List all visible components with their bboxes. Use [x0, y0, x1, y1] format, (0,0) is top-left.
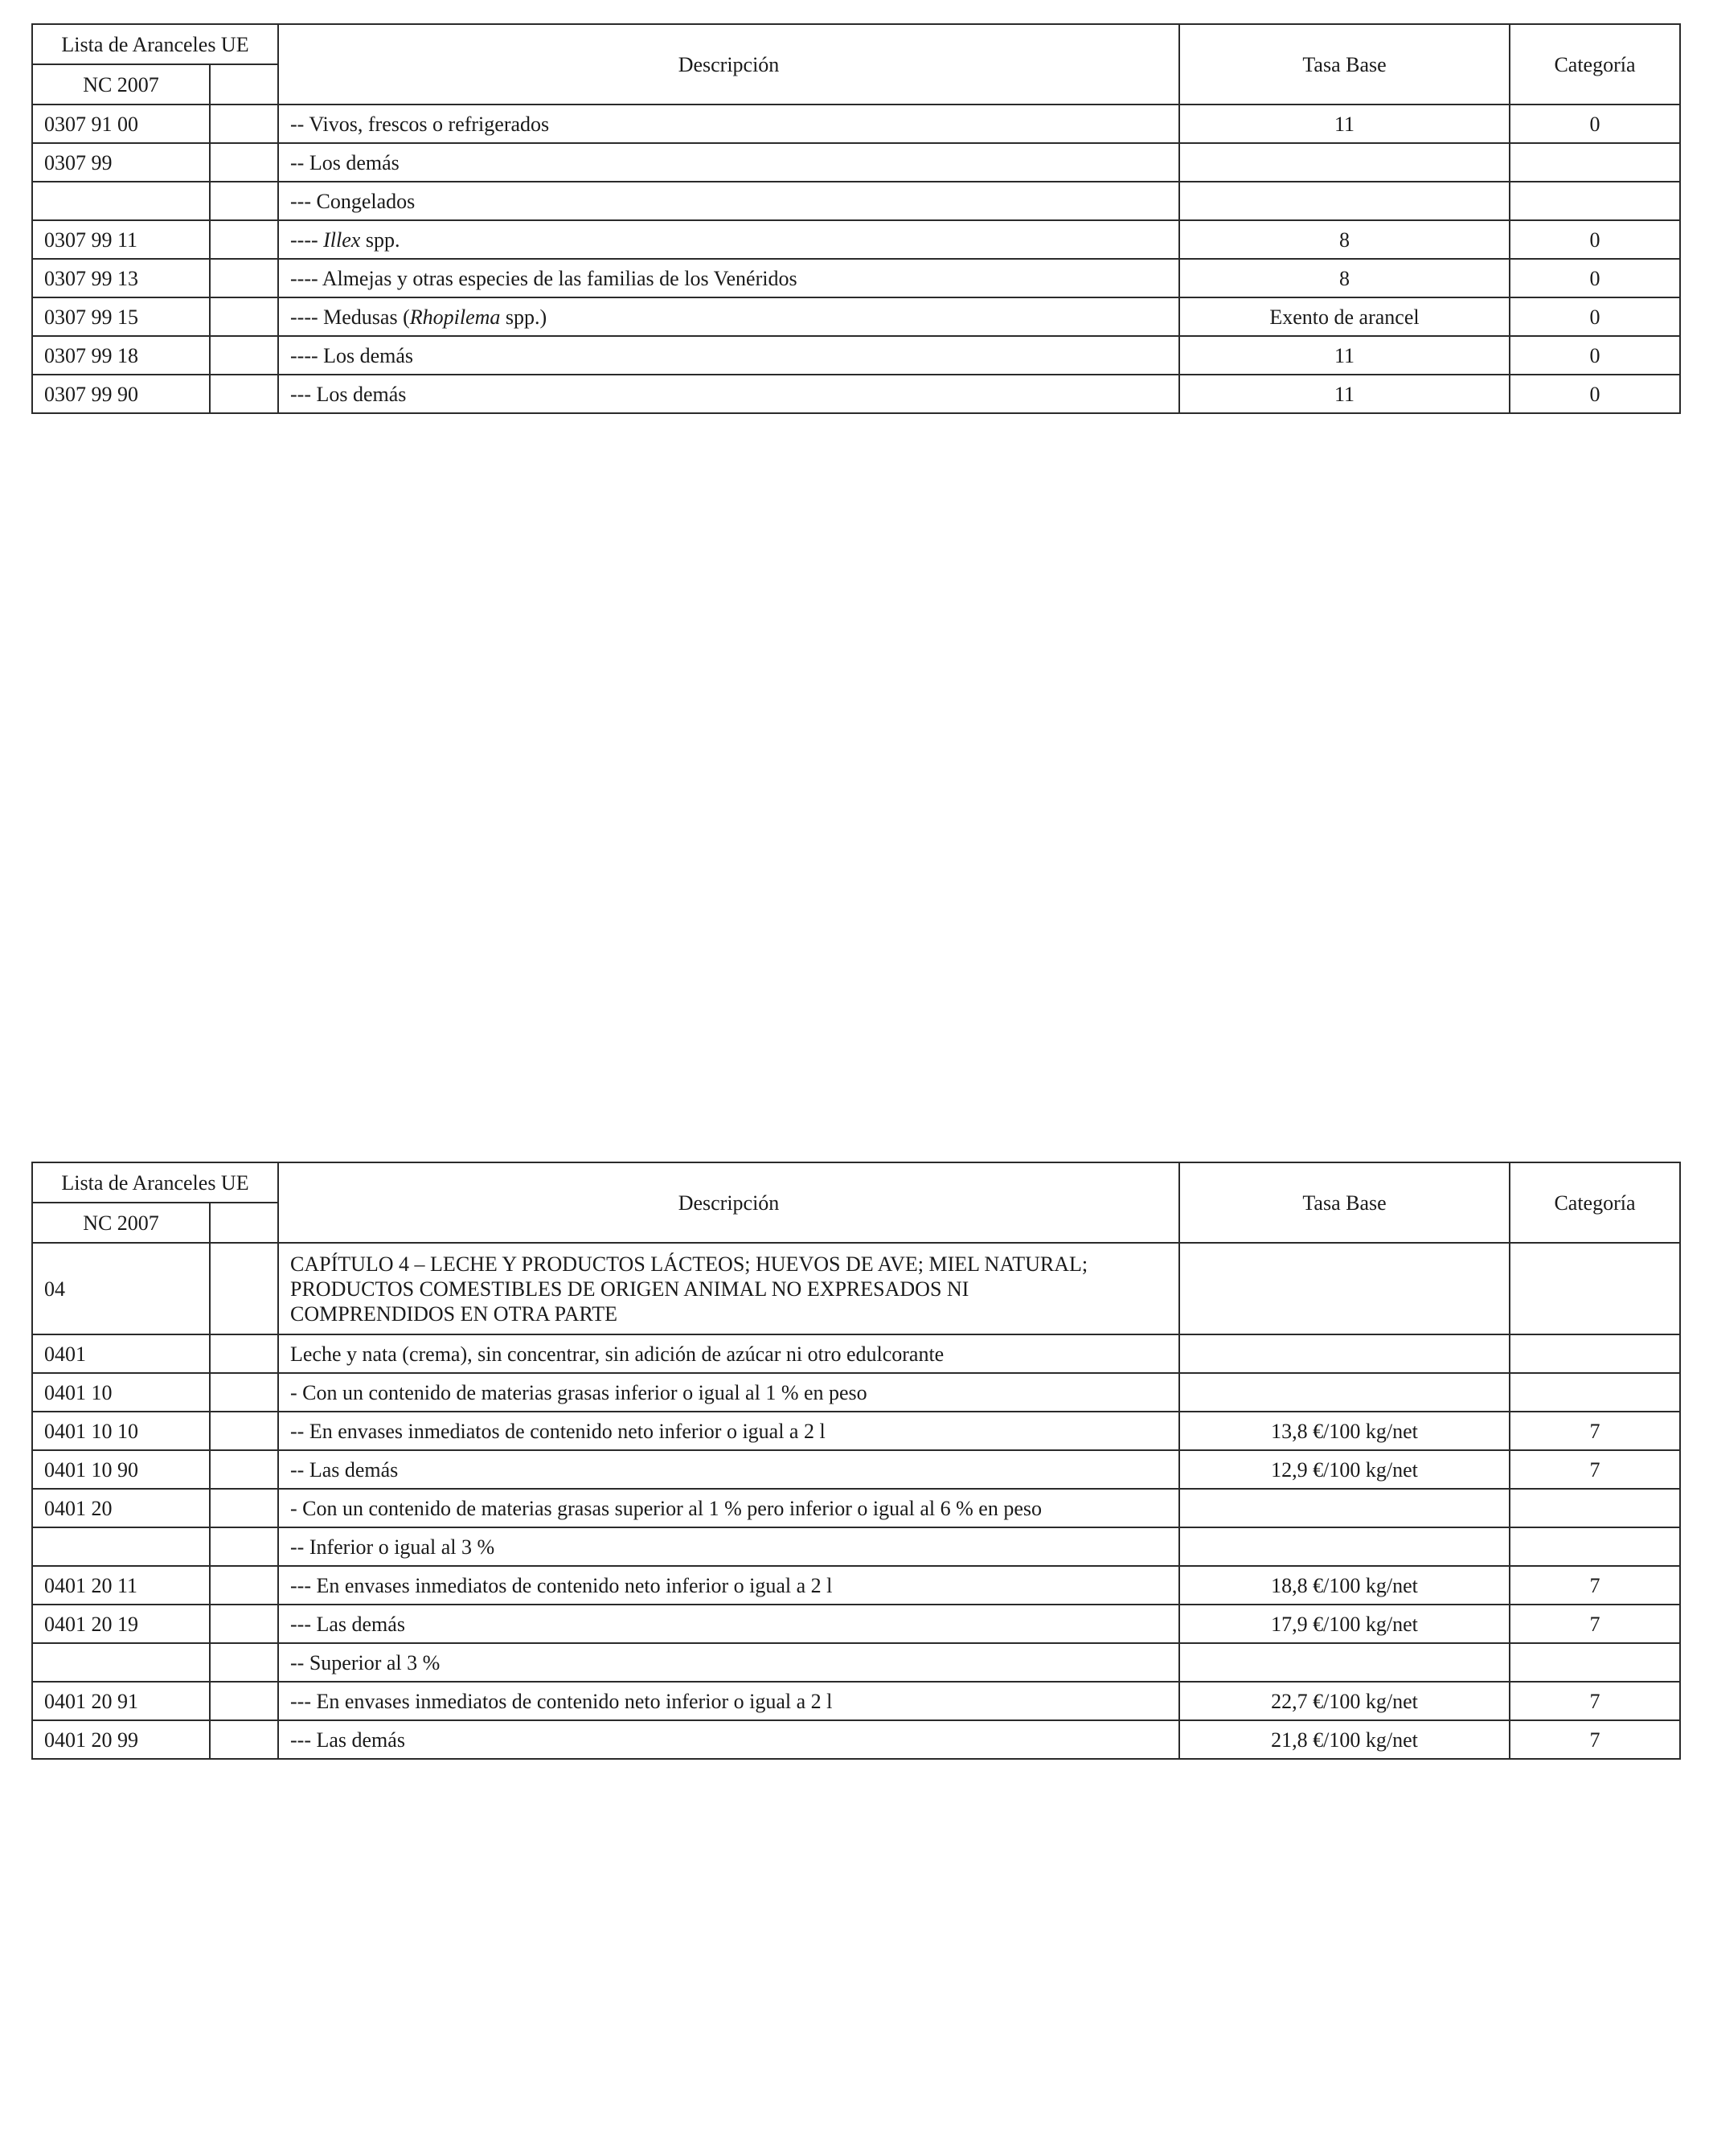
- header-row: [32, 1162, 1680, 1203]
- table-row: [32, 1450, 1680, 1489]
- category: 0: [1510, 297, 1680, 336]
- table-row: [32, 259, 1680, 297]
- description: -- Los demás: [278, 143, 1179, 182]
- blank-cell: [210, 182, 278, 220]
- category: [1510, 1334, 1680, 1373]
- nc-code: [32, 182, 210, 220]
- blank-cell: [210, 143, 278, 182]
- base-rate: 18,8 €/100 kg/net: [1179, 1566, 1510, 1605]
- base-rate: [1179, 1373, 1510, 1412]
- chapter-line: PRODUCTOS COMESTIBLES DE ORIGEN ANIMAL NO EXPRESADOS NI: [290, 1277, 969, 1301]
- category: 0: [1510, 259, 1680, 297]
- blank-header-cell: [210, 1203, 278, 1243]
- category: [1510, 1489, 1680, 1527]
- description: -- Las demás: [278, 1450, 1179, 1489]
- table-row: [32, 1412, 1680, 1450]
- list-header: Lista de Aranceles UE: [32, 1162, 278, 1203]
- category-header: Categoría: [1510, 1162, 1680, 1243]
- blank-cell: [210, 297, 278, 336]
- description: --- Las demás: [278, 1720, 1179, 1759]
- rate-header: Tasa Base: [1179, 1162, 1510, 1243]
- table-row: [32, 1682, 1680, 1720]
- category: 7: [1510, 1450, 1680, 1489]
- table-row: [32, 375, 1680, 413]
- nc-code: 0401 20 91: [32, 1682, 210, 1720]
- blank-cell: [210, 1720, 278, 1759]
- nc-code: [32, 1527, 210, 1566]
- table-row: [32, 1527, 1680, 1566]
- table-row: [32, 336, 1680, 375]
- blank-cell: [210, 1605, 278, 1643]
- base-rate: 13,8 €/100 kg/net: [1179, 1412, 1510, 1450]
- description: -- Vivos, frescos o refrigerados: [278, 105, 1179, 143]
- table-row: [32, 1720, 1680, 1759]
- nc-code: 0401 20 11: [32, 1566, 210, 1605]
- description: ---- Los demás: [278, 336, 1179, 375]
- category: [1510, 1373, 1680, 1412]
- blank-header-cell: [210, 64, 278, 105]
- header-row: [32, 24, 1680, 64]
- description-prefix: ----: [290, 227, 324, 252]
- base-rate: [1179, 1643, 1510, 1682]
- description: Leche y nata (crema), sin concentrar, sin adición de azúcar ni otro edulcorante: [278, 1334, 1179, 1373]
- nc-code: 0401 10: [32, 1373, 210, 1412]
- list-header: Lista de Aranceles UE: [32, 24, 278, 64]
- category: 7: [1510, 1605, 1680, 1643]
- base-rate: Exento de arancel: [1179, 297, 1510, 336]
- table-row: [32, 1643, 1680, 1682]
- table-row: [32, 1489, 1680, 1527]
- category: [1510, 1243, 1680, 1334]
- blank-cell: [210, 375, 278, 413]
- description: -- Inferior o igual al 3 %: [278, 1527, 1179, 1566]
- category: [1510, 1527, 1680, 1566]
- nc-code: 0307 99 13: [32, 259, 210, 297]
- table-row: [32, 182, 1680, 220]
- nc-code: [32, 1643, 210, 1682]
- chapter-description: [278, 1243, 1179, 1334]
- description: - Con un contenido de materias grasas inferior o igual al 1 % en peso: [278, 1373, 1179, 1412]
- nc-code: 0401 20: [32, 1489, 210, 1527]
- table-row: [32, 297, 1680, 336]
- description-suffix: spp.): [500, 305, 547, 329]
- blank-cell: [210, 1682, 278, 1720]
- description: --- En envases inmediatos de contenido neto inferior o igual a 2 l: [278, 1682, 1179, 1720]
- nc-code: 0307 91 00: [32, 105, 210, 143]
- table-row: [32, 1334, 1680, 1373]
- base-rate: [1179, 1334, 1510, 1373]
- nc-code: 0401 20 99: [32, 1720, 210, 1759]
- blank-cell: [210, 1566, 278, 1605]
- base-rate: 8: [1179, 220, 1510, 259]
- table-row: [32, 220, 1680, 259]
- chapter-line: COMPRENDIDOS EN OTRA PARTE: [290, 1301, 618, 1326]
- table-row: [32, 1566, 1680, 1605]
- description: --- Las demás: [278, 1605, 1179, 1643]
- blank-cell: [210, 1489, 278, 1527]
- rate-header: Tasa Base: [1179, 24, 1510, 105]
- base-rate: 12,9 €/100 kg/net: [1179, 1450, 1510, 1489]
- blank-cell: [210, 259, 278, 297]
- nc-code: 0307 99 90: [32, 375, 210, 413]
- base-rate: [1179, 182, 1510, 220]
- description: -- Superior al 3 %: [278, 1643, 1179, 1682]
- base-rate: [1179, 1243, 1510, 1334]
- description: --- Los demás: [278, 375, 1179, 413]
- description-suffix: spp.: [360, 227, 400, 252]
- description: - Con un contenido de materias grasas superior al 1 % pero inferior o igual al 6 % en peso: [278, 1489, 1179, 1527]
- base-rate: 11: [1179, 336, 1510, 375]
- category: 0: [1510, 105, 1680, 143]
- chapter-line: CAPÍTULO 4 – LECHE Y PRODUCTOS LÁCTEOS; HUEVOS DE AVE; MIEL NATURAL;: [290, 1252, 1088, 1276]
- category: 7: [1510, 1682, 1680, 1720]
- nc-code: 0307 99 15: [32, 297, 210, 336]
- description: -- En envases inmediatos de contenido neto inferior o igual a 2 l: [278, 1412, 1179, 1450]
- chapter-code: 04: [32, 1243, 210, 1334]
- table-row: [32, 1373, 1680, 1412]
- base-rate: 8: [1179, 259, 1510, 297]
- table-row: [32, 105, 1680, 143]
- blank-cell: [210, 1334, 278, 1373]
- category: 0: [1510, 220, 1680, 259]
- table-row: [32, 143, 1680, 182]
- description: --- En envases inmediatos de contenido neto inferior o igual a 2 l: [278, 1566, 1179, 1605]
- base-rate: [1179, 143, 1510, 182]
- description: --- Congelados: [278, 182, 1179, 220]
- blank-cell: [210, 105, 278, 143]
- tariff-table-1: [31, 23, 1681, 414]
- nc-code: 0307 99 18: [32, 336, 210, 375]
- nc-code: 0401 10 10: [32, 1412, 210, 1450]
- blank-cell: [210, 1527, 278, 1566]
- nc-code: 0401 20 19: [32, 1605, 210, 1643]
- description: ---- Almejas y otras especies de las familias de los Venéridos: [278, 259, 1179, 297]
- blank-cell: [210, 220, 278, 259]
- chapter-row: [32, 1243, 1680, 1334]
- blank-cell: [210, 1643, 278, 1682]
- blank-cell: [210, 1412, 278, 1450]
- description-prefix: ---- Medusas (: [290, 305, 410, 329]
- base-rate: 21,8 €/100 kg/net: [1179, 1720, 1510, 1759]
- base-rate: 22,7 €/100 kg/net: [1179, 1682, 1510, 1720]
- nc-code: 0307 99 11: [32, 220, 210, 259]
- description: [278, 220, 1179, 259]
- category: 7: [1510, 1720, 1680, 1759]
- blank-cell: [210, 1373, 278, 1412]
- category: 7: [1510, 1566, 1680, 1605]
- nc-code: 0307 99: [32, 143, 210, 182]
- description-header: Descripción: [278, 24, 1179, 105]
- category-header: Categoría: [1510, 24, 1680, 105]
- description: [278, 297, 1179, 336]
- description-header: Descripción: [278, 1162, 1179, 1243]
- blank-cell: [210, 1450, 278, 1489]
- category: [1510, 1643, 1680, 1682]
- base-rate: 11: [1179, 105, 1510, 143]
- category: [1510, 182, 1680, 220]
- category: 0: [1510, 336, 1680, 375]
- nc-code: 0401: [32, 1334, 210, 1373]
- base-rate: 17,9 €/100 kg/net: [1179, 1605, 1510, 1643]
- blank-cell: [210, 336, 278, 375]
- base-rate: 11: [1179, 375, 1510, 413]
- species-name: Rhopilema: [409, 305, 501, 329]
- category: [1510, 143, 1680, 182]
- nc-header: NC 2007: [32, 64, 210, 105]
- nc-code: 0401 10 90: [32, 1450, 210, 1489]
- category: 7: [1510, 1412, 1680, 1450]
- base-rate: [1179, 1489, 1510, 1527]
- species-name: Illex: [323, 227, 361, 252]
- category: 0: [1510, 375, 1680, 413]
- blank-cell: [210, 1243, 278, 1334]
- tariff-table-2: [31, 1162, 1681, 1760]
- table-row: [32, 1605, 1680, 1643]
- base-rate: [1179, 1527, 1510, 1566]
- nc-header: NC 2007: [32, 1203, 210, 1243]
